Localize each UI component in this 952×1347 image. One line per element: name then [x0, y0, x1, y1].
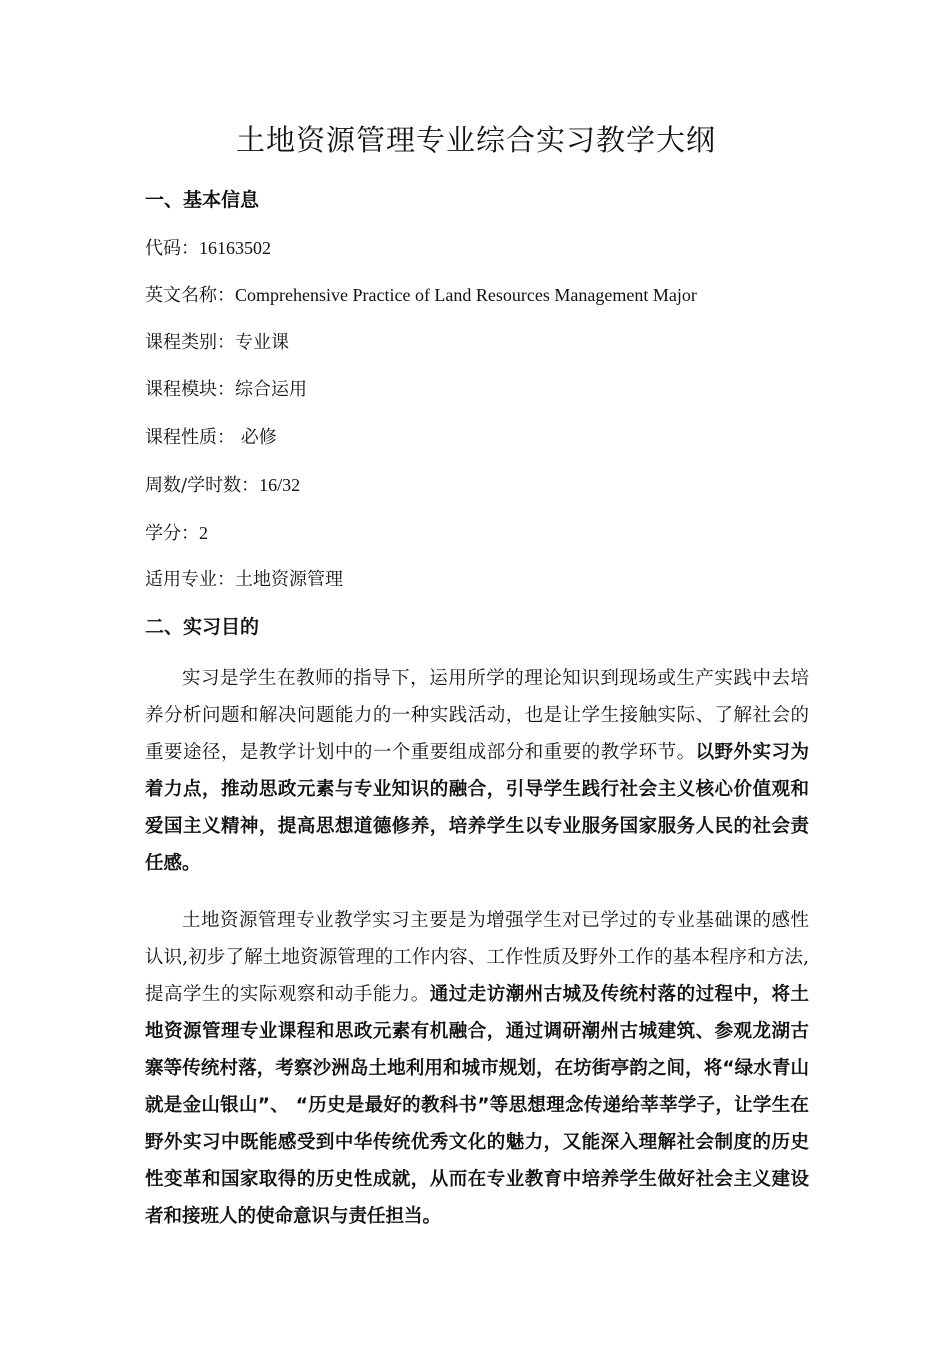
field-course-category: [145, 328, 807, 358]
field-label: 学分：: [145, 523, 199, 544]
field-value: 必修: [235, 427, 277, 448]
field-value: Comprehensive Practice of Land Resources Management Major: [235, 285, 697, 305]
document-title: 土地资源管理专业综合实习教学大纲: [235, 123, 716, 157]
field-credits: [145, 518, 807, 549]
field-label: 英文名称：: [145, 285, 235, 306]
field-applicable-major: [145, 565, 807, 595]
field-label: 代码：: [145, 238, 199, 259]
field-value: 16163502: [199, 238, 271, 258]
section-heading-purpose: 二、实习目的: [145, 616, 260, 638]
field-value: 16/32: [259, 475, 301, 495]
field-course-module: [145, 375, 807, 405]
paragraph-bold-text: 以野外实习为着力点，推动思政元素与专业知识的融合，引导学生践行社会主义核心价值观和爱国主义精神，提高思想道德修养，培养学生以专业服务国家服务人民的社会责任感。: [145, 742, 809, 874]
field-label: 适用专业：: [145, 569, 235, 590]
field-label: 课程性质：: [145, 427, 235, 448]
paragraph-text: 土地资源管理专业教学实习主要是为增强学生对已学过的专业基础课的感性认识,初步了解土地资源管理的工作内容、工作性质及野外工作的基本程序和方法,提高学生的实际观察和动手能力。: [145, 910, 809, 1005]
field-code: [145, 233, 807, 264]
field-value: 2: [199, 523, 208, 543]
field-value: 专业课: [235, 332, 289, 353]
field-label: 课程模块：: [145, 379, 235, 400]
field-value: 综合运用: [235, 379, 307, 400]
field-course-nature: [145, 423, 807, 453]
paragraph-text: 实习是学生在教师的指导下，运用所学的理论知识到现场或生产实践中去培养分析问题和解决问题能力的一种实践活动，也是让学生接触实际、了解社会的重要途径，是教学计划中的一个重要组成部分和重要的教学环节。: [145, 668, 809, 763]
purpose-paragraph-2: [145, 902, 809, 1235]
paragraph-bold-text: 通过走访潮州古城及传统村落的过程中，将土地资源管理专业课程和思政元素有机融合，通过调研潮州古城建筑、参观龙湖古寨等传统村落，考察沙洲岛土地利用和城市规划，在坊街亭韵之间，将“绿水青山就是金山银山”、 “历史是最好的教科书”等思想理念传递给莘莘学子，让学生在野外实习中既能感受到中华传统优秀文化的魅力，又能深入理解社会制度的历史性变革和国家取得的历史性成就，从而在专业教育中培养学生做好社会主义建设者和接班人的使命意识与责任担当。: [145, 984, 809, 1227]
field-weeks-hours: [145, 470, 807, 501]
purpose-paragraph-1: [145, 660, 809, 882]
field-label: 课程类别：: [145, 332, 235, 353]
field-english-name: [145, 280, 807, 311]
section-heading-basic-info: 一、基本信息: [145, 189, 260, 211]
field-label: 周数/学时数：: [145, 475, 260, 496]
field-value: 土地资源管理: [235, 569, 343, 590]
